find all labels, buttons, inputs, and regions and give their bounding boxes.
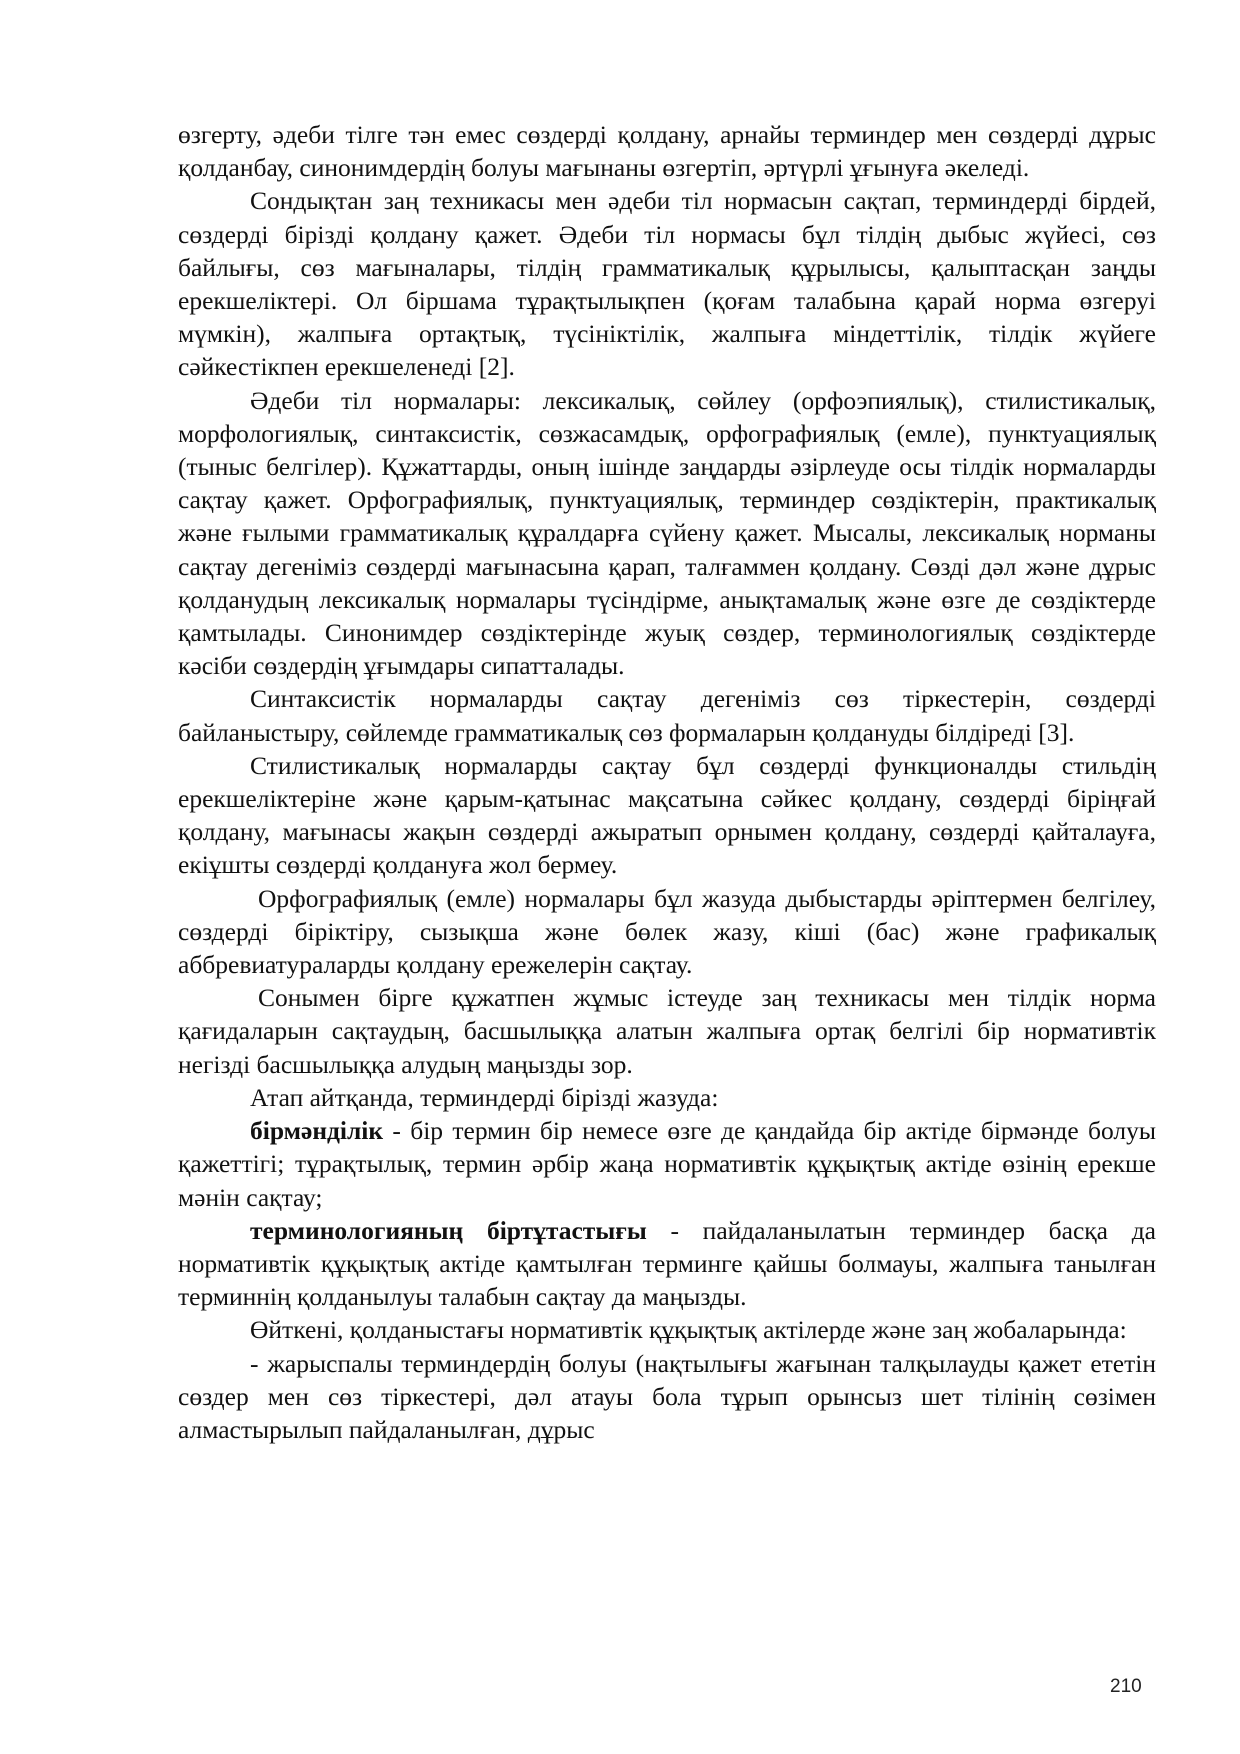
paragraph-2: Сондықтан заң техникасы мен әдеби тіл нормасын сақтап, терминдерді бірдей, сөздерді бірізді қолдану қажет. Әдеби тіл нормасы бұл тілдің дыбыс жүйесі, сөз байлығы, сөз мағыналары, тілдің грамматикалық құрылысы, қалыптасқан заңды ерекшеліктері. Ол біршама тұрақтылықпен (қоғам талабына қарай норма өзгеруі мүмкін), жалпыға ортақтық, түсініктілік, жалпыға міндеттілік, тілдік жүйеге сәйкестікпен ерекшеленеді [2].	[178, 186, 1156, 382]
paragraph-9	[178, 1114, 1156, 1214]
paragraph-7: Сонымен бірге құжатпен жұмыс істеуде заң техникасы мен тілдік норма қағидаларын сақтаудың, басшылыққа алатын жалпыға ортақ белгілі бір нормативтік негізді басшылыққа алудың маңызды зор.	[178, 983, 1156, 1079]
paragraph-5: Стилистикалық нормаларды сақтау бұл сөздерді функционалды стильдің ерекшеліктеріне және қарым-қатынас мақсатына сәйкес қолдану, сөздерді біріңғай қолдану, мағынасы жақын сөздерді ажыратып орнымен қолдану, сөздерді қайталауға, екіұшты сөздерді қолдануға жол бермеу.	[178, 750, 1156, 880]
paragraph-6: Орфографиялық (емле) нормалары бұл жазуда дыбыстарды әріптермен белгілеу, сөздерді біріктіру, сызықша және бөлек жазу, кіші (бас) және графикалық аббревиатураларды қолдану ережелерін сақтау.	[178, 883, 1156, 980]
paragraph-12: - жарыспалы терминдердің болуы (нақтылығы жағынан талқылауды қажет ететін сөздер мен сөз тіркестері, дәл атауы бола тұрып орынсыз шет тілінің сөзімен алмастырылып пайдаланылған, дұрыс	[178, 1348, 1156, 1444]
paragraph-4: Синтаксистік нормаларды сақтау дегеніміз сөз тіркестерін, сөздерді байланыстыру, сөйлемде грамматикалық сөз формаларын қолдануды білдіреді [3].	[178, 684, 1156, 747]
paragraph-11: Өйткені, қолданыстағы нормативтік құқықтық актілерде және заң жобаларында:	[250, 1315, 1127, 1345]
paragraph-10-text: - пайдаланылатын терминдер басқа да нормативтік құқықтық актіде қамтылған терминге қайшы болмауы, жалпыға танылған терминнің қолданылуы талабын сақтау да маңызды.	[178, 1215, 1156, 1312]
term-unambiguity: бірмәнділік	[250, 1116, 384, 1146]
paragraph-10	[178, 1214, 1156, 1314]
paragraph-8: Атап айтқанда, терминдерді бірізді жазуда:	[250, 1082, 719, 1112]
paragraph-3: Әдеби тіл нормалары: лексикалық, сөйлеу (орфоэпиялық), стилистикалық, морфологиялық, синтаксистік, сөзжасамдық, орфографиялық (емле), пунктуациялық (тыныс белгілер). Құжаттарды, оның ішінде заңдарды әзірлеуде осы тілдік нормаларды сақтау қажет. Орфографиялық, пунктуациялық, терминдер сөздіктерін, практикалық және ғылыми грамматикалық құралдарға сүйену қажет. Мысалы, лексикалық норманы сақтау дегеніміз сөздерді мағынасына қарап, талғаммен қолдану. Сөзді дәл және дұрыс қолданудың лексикалық нормалары түсіндірме, анықтамалық және өзге де сөздіктерде қамтылады. Синонимдер сөздіктерінде жуық сөздер, терминологиялық сөздіктерде кәсіби сөздердің ұғымдары сипатталады.	[178, 385, 1156, 681]
paragraph-9-text: - бір термин бір немесе өзге де қандайда бір актіде бірмәнде болуы қажеттігі; тұрақтылық, термин әрбір жаңа нормативтік құқықтық актіде өзінің ерекше мәнін сақтау;	[178, 1116, 1156, 1212]
term-terminology-integrity: терминологияның біртұтастығы	[250, 1215, 647, 1245]
paragraph-1: өзгерту, әдеби тілге тән емес сөздерді қолдану, арнайы терминдер мен сөздерді дұрыс қолданбау, синонимдердің болуы мағынаны өзгертіп, әртүрлі ұғынуға әкеледі.	[178, 120, 1156, 183]
page-body	[178, 118, 1156, 1446]
page-number: 210	[1110, 1676, 1142, 1697]
